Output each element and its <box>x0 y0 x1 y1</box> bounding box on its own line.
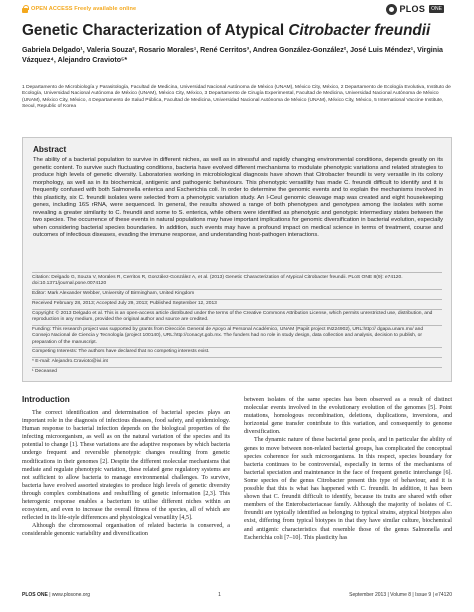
paragraph: between isolates of the same species has been observed as a result of distinct molecular events involved in the evolutionary evolution of the genomes [5]. Point mutations, homologous recombination, deletions, duplications, inversions, and horizontal gene transfer contribute to this variation, and consequently to genome diversification. <box>244 397 452 436</box>
abstract-heading: Abstract <box>33 145 67 154</box>
footer-journal-name: PLOS ONE <box>22 592 48 598</box>
divider <box>32 357 442 358</box>
divider <box>32 289 442 290</box>
dates: Received February 28, 2013; Accepted July 29, 2013; Published September 12, 2013 <box>32 301 217 306</box>
left-column <box>22 409 230 539</box>
journal-header <box>0 0 474 18</box>
competing-interests: Competing Interests: The authors have declared that no competing interests exist. <box>32 349 210 354</box>
plos-logo[interactable] <box>386 4 444 15</box>
footer-journal <box>22 592 90 598</box>
divider <box>32 367 442 368</box>
author-email[interactable]: * E-mail: Alejandro.Cravioto@ivi.int <box>32 359 108 364</box>
divider <box>32 309 442 310</box>
open-lock-icon <box>22 5 28 13</box>
title-plain: Genetic Characterization of Atypical <box>22 22 289 39</box>
affiliations: 1 Departamento de Microbiología y Parasitología, Facultad de Medicina, Universidad Nacional Autónoma de México (UNAM), México City, México, 2 Departamento de Ecología Evolutiva, Instituto de Ecología, Universidad Nacional Autónoma de México (UNAM), México City, México, 3 Departamento de Cirugía Experimental, Facultad de Medicina, Universidad Nacional Autónoma de México (UNAM), México City, México, 4 Departamento de Salud Pública, Facultad de Medicina, Universidad Nacional Autónoma de México (UNAM), México City, México, 5 International Vaccine Institute, Seoul, Republic of Korea <box>22 85 451 109</box>
funding: Funding: This research project was supported by grants from Dirección General de Apoyo al Personal Académico, UNAM (Papiit project IN224902), URL:http:// dgapa.unam.mx/ and Consejo Nacional de Ciencia y Tecnología (project 100140), URL:http://conacyt.gob.mx. The funders had no role in study design, data collection and analysis, decision to publish, or preparation of the manuscript. <box>32 327 424 345</box>
page-footer <box>22 592 452 598</box>
divider <box>32 347 442 348</box>
plos-circle-icon <box>386 4 397 15</box>
plos-one-badge: ONE <box>431 6 442 12</box>
paragraph: The dynamic nature of these bacterial gene pools, and in particular the ability of genes to move between non-related bacterial groups, has complicated the conceptual species coherence for such microorganisms. In this respect, species boundary for bacteria continues to be controversial, especially in terms of the mechanisms of bacterial speciation and maintenance in the face of frequent genetic interchange [6]. Some species of the genus Citrobacter present this type of behaviour, and it is possible that this is what has happened with C. freundii. In addition, it has been shown that C. freundii difficult to identify, because its traits are shared with other members of the Enterobacteriaceae family. Although the majority of isolates of C. freundii are typically identified as belonging to typical strains, atypical biotypes also exist, differing from typical biotypes in that they have similar culture, biochemical and antigenic characteristics that resemble those of the genus Salmonella and Escherichia coli [7–10]. This plasticity has <box>244 437 452 541</box>
citation: Citation: Delgado G, Souza V, Morales R, Cerritos R, González-González A, et al. (2013) Genetic Characterization of Atypical Citrobacter freundii. PLoS ONE 8(9): e74120. doi:10.1371/journal.pone.0074120 <box>32 275 403 287</box>
divider <box>32 272 442 273</box>
author-list: Gabriela Delgado¹, Valeria Souza², Rosario Morales¹, René Cerritos³, Andrea González-González², José Luis Méndez¹, Virginia Vázquez⁴, Alejandro Cravioto⁵* <box>22 46 443 64</box>
editor: Editor: Mark Alexander Webber, University of Birmingham, United Kingdom <box>32 291 195 296</box>
right-column <box>244 396 452 542</box>
footer-url[interactable]: | www.plosone.org <box>49 592 90 598</box>
open-access-badge[interactable] <box>22 5 136 13</box>
open-access-label: OPEN ACCESS Freely available online <box>31 6 137 12</box>
paper-title <box>22 22 452 40</box>
copyright: Copyright: © 2013 Delgado et al. This is an open-access article distributed under the terms of the Creative Commons Attribution License, which permits unrestricted use, distribution, and reproduction in any medium, provided the original author and source are credited. <box>32 311 433 323</box>
divider <box>32 299 442 300</box>
paragraph: The correct identification and determination of bacterial species plays an important role in the diagnosis of infectious diseases, food safety, and epidemiology. Human response to bacterial infection depends on the biological properties of the infecting microorganism, as well as on the natural variation of the species and its potential to change [1]. These variations are the adaptive responses by which bacteria undergo frequent and reversible phenotypic changes resulting from genetic modifications in their genomes [2]. Despite the different molecular mechanisms that mediate and regulate phenotypic variation, these related gene regulatory systems are not sufficient to allow bacteria to manage environmental challenges. To survive, bacteria have evolved assorted strategies to produce high levels of genetic diversity through complex combinations and reshuffling of genetic information [2,3]. This heterogenic response enables a bacterium to utilise different niches within an ecosystem, and even to increase the overall fitness of the species, all of which are reflected in its life-style differences and physiological versatility [4,5]. <box>22 410 230 522</box>
abstract-text: The ability of a bacterial population to survive in different niches, as well as in stressful and rapidly changing environmental conditions, depends greatly on its genetic content. To survive such fluctuating conditions, bacteria have evolved different mechanisms to modulate phenotypic variations and related strategies to produce high levels of genetic diversity. Laboratories working in microbiological diagnosis have shown that Citrobacter freundii is very versatile in its colony morphology, as well as in its biochemical, antigenic and pathogenic behaviours. This phenotypic versatility has made C. freundii difficult to identify and it is frequently confused with both Salmonella enterica and Escherichia coli. In order to determine the genomic events and to explain the mechanisms involved in this plasticity, six C. freundii isolates were selected from a phenotypic variation study. An I-CeuI genomic cleavage map was created and eight housekeeping genes, including 16S rRNA, were sequenced. In general, the results showed a range of both phenotypes and genotypes among the isolates with some revealing a greater similarity to C. freundii and some to S. enterica, while others were identified as phenotypic and genotypic intermediary states between the two species. The occurrence of these events in natural populations may have important implications for genomic diversification in bacterial evolution, especially when considering bacterial species boundaries. In addition, such events may have a profound impact on medical science in terms of treatment, course and outcomes of infectious diseases, evading the immune response, and understanding host-pathogen interactions. <box>33 157 443 239</box>
deceased-note: ¹ Deceased <box>32 369 58 374</box>
divider <box>32 325 442 326</box>
title-italic: Citrobacter freundii <box>288 22 431 39</box>
plos-logo-text: PLOS <box>399 4 426 14</box>
page-number: 1 <box>218 592 221 598</box>
paragraph: Although the chromosomal organisation of related bacteria is conserved, a considerable genomic variability and diversification <box>22 523 230 538</box>
issue-info: September 2013 | Volume 8 | Issue 9 | e74120 <box>349 592 452 598</box>
introduction-heading: Introduction <box>22 395 70 404</box>
